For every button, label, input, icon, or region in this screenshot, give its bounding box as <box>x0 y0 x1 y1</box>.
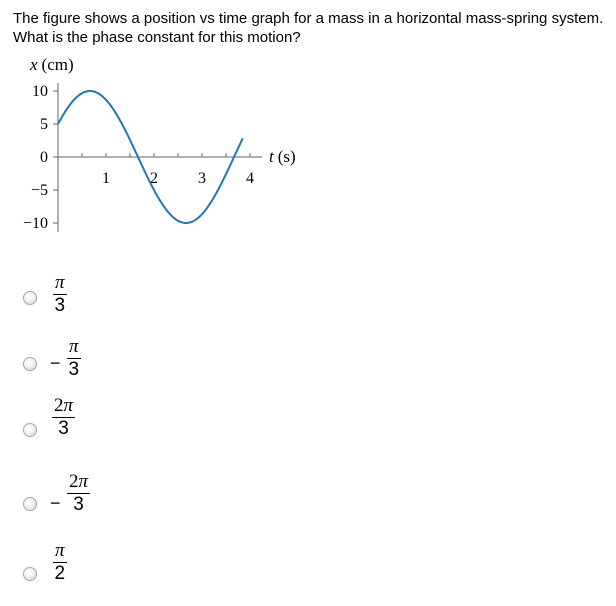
option-1-denominator: 3 <box>54 295 66 316</box>
x-axis-var: t <box>269 147 274 166</box>
option-5-radio[interactable] <box>23 567 37 581</box>
y-axis-label <box>29 55 74 74</box>
option-1-numerator: π <box>55 272 65 293</box>
x-axis-unit: (s) <box>277 147 296 166</box>
y-tick-label-3: −5 <box>30 182 48 199</box>
position-time-graph <box>0 50 320 240</box>
option-3-numerator: 2π <box>54 395 74 416</box>
option-3-radio[interactable] <box>23 423 37 437</box>
x-tick-label-2: 3 <box>198 170 206 187</box>
option-3-fraction <box>52 395 75 440</box>
y-ticks <box>23 83 58 232</box>
option-1-radio[interactable] <box>23 291 37 305</box>
option-2-radio[interactable] <box>23 357 37 371</box>
x-axis-label <box>269 147 296 166</box>
option-2-fraction <box>67 336 81 381</box>
option-4-minus-sign: − <box>50 493 61 513</box>
x-tick-label-0: 1 <box>102 170 110 187</box>
y-tick-label-0: 10 <box>32 83 48 100</box>
y-tick-label-1: 5 <box>40 116 48 133</box>
answer-option-1[interactable] <box>0 262 200 322</box>
option-2-numerator: π <box>69 336 79 357</box>
y-axis-unit: (cm) <box>41 55 74 74</box>
option-4-numerator: 2π <box>69 471 89 492</box>
option-5-fraction <box>53 540 67 585</box>
option-5-numerator: π <box>55 540 65 561</box>
option-4-fraction <box>67 471 90 516</box>
x-tick-label-3: 4 <box>246 170 254 187</box>
option-4-radio[interactable] <box>23 497 37 511</box>
answer-option-3[interactable] <box>0 395 200 460</box>
option-3-denominator: 3 <box>58 418 69 439</box>
answer-option-5[interactable] <box>0 540 200 600</box>
option-2-minus-sign: − <box>50 353 61 373</box>
question-text: The figure shows a position vs time graph for a mass in a horizontal mass-spring system. What is the phase constant for this motion? <box>13 10 604 46</box>
option-4-denominator: 3 <box>73 494 84 515</box>
x-tick-label-1: 2 <box>150 170 158 187</box>
answer-option-2[interactable] <box>0 328 200 388</box>
y-tick-label-2: 0 <box>40 149 48 166</box>
option-5-denominator: 2 <box>54 563 66 584</box>
option-2-denominator: 3 <box>68 359 80 380</box>
y-tick-label-4: −10 <box>22 215 48 232</box>
option-1-fraction <box>53 272 67 317</box>
y-axis-var: x <box>30 55 38 74</box>
answer-option-4[interactable] <box>0 471 200 534</box>
